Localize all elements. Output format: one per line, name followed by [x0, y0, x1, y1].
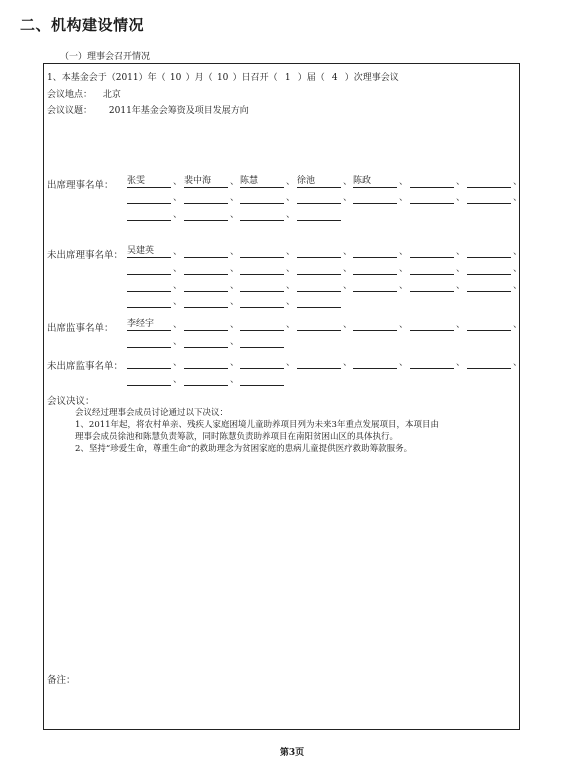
absent-director-slot — [127, 297, 171, 308]
separator-mark: 、 — [230, 193, 240, 203]
resolution-item1-line2: 理事会成员徐池和陈慧负责筹款，同时陈慧负责助养项目在南阳贫困山区的具体执行。 — [75, 432, 399, 442]
separator-mark: 、 — [513, 281, 523, 291]
present-director-slot — [297, 193, 341, 204]
term-suffix: ）届（ — [297, 73, 325, 83]
separator-mark: 、 — [230, 210, 240, 220]
day-suffix: ）日召开（ — [232, 73, 278, 83]
separator-mark: 、 — [399, 281, 409, 291]
resolution-intro: 会议经过理事会成员讨论通过以下决议： — [75, 408, 229, 418]
present-director-slot: 陈慧 — [240, 177, 284, 188]
meeting-topic: 2011年基金会筹资及项目发展方向 — [108, 106, 249, 116]
separator-mark: 、 — [513, 193, 523, 203]
page-number: 第3页 — [279, 748, 305, 758]
present-directors-label: 出席理事名单： — [47, 180, 114, 191]
absent-supervisor-slot — [127, 358, 171, 369]
present-director-slot — [184, 210, 228, 221]
separator-mark: 、 — [343, 177, 353, 187]
separator-mark: 、 — [399, 264, 409, 274]
separator-mark: 、 — [230, 264, 240, 274]
separator-mark: 、 — [343, 320, 353, 330]
resolution-item1-line1: 1、2011年起，将农村单亲、残疾人家庭困境儿童助养项目列为未来3年重点发展项目，本项目由 — [75, 420, 439, 430]
separator-mark: 、 — [286, 264, 296, 274]
separator-mark: 、 — [456, 193, 466, 203]
resolution-item2: 2、坚持“珍爱生命，尊重生命”的救助理念为贫困家庭的患病儿童提供医疗救助筹款服务。 — [75, 444, 413, 454]
separator-mark: 、 — [399, 247, 409, 257]
absent-director-slot — [127, 264, 171, 275]
separator-mark: 、 — [230, 297, 240, 307]
present-director-slot — [410, 193, 454, 204]
absent-director-slot — [410, 247, 454, 258]
meeting-term: 1 — [284, 73, 291, 83]
absent-supervisor-slot — [410, 358, 454, 369]
absent-supervisor-slot — [184, 358, 228, 369]
separator-mark: 、 — [230, 281, 240, 291]
present-supervisor-slot — [467, 320, 511, 331]
separator-mark: 、 — [286, 281, 296, 291]
meeting-session: 4 — [331, 73, 338, 83]
present-director-slot — [127, 210, 171, 221]
present-director-slot: 裴中海 — [184, 177, 228, 188]
absent-director-slot — [410, 264, 454, 275]
absent-director-slot — [240, 281, 284, 292]
separator-mark: 、 — [173, 177, 183, 187]
subsection-title: （一）理事会召开情况 — [60, 52, 151, 62]
separator-mark: 、 — [343, 264, 353, 274]
absent-director-slot — [297, 247, 341, 258]
meeting-year: 2011 — [115, 73, 139, 83]
month-suffix: ）月（ — [185, 73, 213, 83]
present-supervisor-slot — [240, 320, 284, 331]
absent-director-slot — [353, 264, 397, 275]
present-director-slot: 陈政 — [353, 177, 397, 188]
separator-mark: 、 — [286, 358, 296, 368]
present-supervisor-slot — [184, 320, 228, 331]
separator-mark: 、 — [513, 358, 523, 368]
separator-mark: 、 — [173, 264, 183, 274]
absent-director-slot — [467, 264, 511, 275]
present-director-slot — [353, 193, 397, 204]
separator-mark: 、 — [173, 337, 183, 347]
separator-mark: 、 — [399, 193, 409, 203]
absent-supervisor-slot — [240, 375, 284, 386]
separator-mark: 、 — [399, 177, 409, 187]
present-supervisor-slot — [410, 320, 454, 331]
separator-mark: 、 — [173, 297, 183, 307]
absent-director-slot — [467, 247, 511, 258]
present-director-slot — [240, 193, 284, 204]
year-suffix: ）年（ — [138, 73, 166, 83]
absent-director-slot — [297, 297, 341, 308]
absent-director-slot — [410, 281, 454, 292]
separator-mark: 、 — [456, 320, 466, 330]
topic-label: 会议议题： — [47, 106, 93, 116]
absent-supervisor-slot — [184, 375, 228, 386]
separator-mark: 、 — [230, 320, 240, 330]
absent-director-slot — [297, 264, 341, 275]
separator-mark: 、 — [513, 264, 523, 274]
absent-director-slot — [353, 247, 397, 258]
separator-mark: 、 — [230, 247, 240, 257]
separator-mark: 、 — [456, 264, 466, 274]
section-title: 二、机构建设情况 — [20, 16, 145, 34]
resolution-label: 会议决议： — [47, 396, 95, 407]
absent-director-slot — [184, 297, 228, 308]
remarks-label: 备注： — [47, 675, 76, 686]
absent-supervisor-slot — [297, 358, 341, 369]
location-label: 会议地点： — [47, 90, 93, 100]
separator-mark: 、 — [230, 337, 240, 347]
absent-supervisors-label: 未出席监事名单： — [47, 361, 124, 372]
separator-mark: 、 — [286, 297, 296, 307]
absent-director-slot — [353, 281, 397, 292]
present-director-slot: 徐池 — [297, 177, 341, 188]
separator-mark: 、 — [173, 375, 183, 385]
separator-mark: 、 — [173, 281, 183, 291]
separator-mark: 、 — [230, 358, 240, 368]
separator-mark: 、 — [343, 358, 353, 368]
line1-prefix: 1、本基金会于（ — [47, 73, 116, 83]
present-director-slot — [240, 210, 284, 221]
present-supervisor-slot — [240, 337, 284, 348]
separator-mark: 、 — [343, 193, 353, 203]
absent-directors-label: 未出席理事名单： — [47, 250, 124, 261]
absent-director-slot — [184, 247, 228, 258]
separator-mark: 、 — [399, 358, 409, 368]
present-director-slot — [410, 177, 454, 188]
separator-mark: 、 — [286, 193, 296, 203]
absent-director-slot — [240, 264, 284, 275]
absent-director-slot — [240, 247, 284, 258]
separator-mark: 、 — [456, 177, 466, 187]
absent-director-slot: 吴建英 — [127, 247, 171, 258]
absent-supervisor-slot — [240, 358, 284, 369]
absent-director-slot — [297, 281, 341, 292]
present-director-slot — [184, 193, 228, 204]
absent-director-slot — [184, 264, 228, 275]
meeting-location: 北京 — [102, 90, 121, 100]
meeting-month: 10 — [169, 73, 182, 83]
separator-mark: 、 — [286, 247, 296, 257]
separator-mark: 、 — [343, 281, 353, 291]
separator-mark: 、 — [513, 320, 523, 330]
present-director-slot — [127, 193, 171, 204]
present-supervisor-slot — [353, 320, 397, 331]
meeting-day: 10 — [216, 73, 229, 83]
separator-mark: 、 — [286, 210, 296, 220]
separator-mark: 、 — [230, 177, 240, 187]
separator-mark: 、 — [399, 320, 409, 330]
present-supervisor-slot — [127, 337, 171, 348]
present-supervisors-label: 出席监事名单： — [47, 323, 114, 334]
absent-supervisor-slot — [467, 358, 511, 369]
separator-mark: 、 — [456, 247, 466, 257]
absent-director-slot — [127, 281, 171, 292]
present-director-slot — [297, 210, 341, 221]
present-director-slot — [467, 193, 511, 204]
separator-mark: 、 — [173, 320, 183, 330]
session-suffix: ）次理事会议 — [344, 73, 399, 83]
separator-mark: 、 — [173, 247, 183, 257]
separator-mark: 、 — [343, 247, 353, 257]
absent-director-slot — [240, 297, 284, 308]
separator-mark: 、 — [513, 177, 523, 187]
separator-mark: 、 — [230, 375, 240, 385]
present-supervisor-slot — [184, 337, 228, 348]
absent-director-slot — [467, 281, 511, 292]
separator-mark: 、 — [456, 281, 466, 291]
separator-mark: 、 — [456, 358, 466, 368]
present-director-slot — [467, 177, 511, 188]
separator-mark: 、 — [286, 177, 296, 187]
separator-mark: 、 — [173, 210, 183, 220]
separator-mark: 、 — [513, 247, 523, 257]
absent-supervisor-slot — [353, 358, 397, 369]
separator-mark: 、 — [173, 358, 183, 368]
separator-mark: 、 — [173, 193, 183, 203]
absent-director-slot — [184, 281, 228, 292]
absent-supervisor-slot — [127, 375, 171, 386]
present-director-slot: 张雯 — [127, 177, 171, 188]
present-supervisor-slot: 李经宇 — [127, 320, 171, 331]
separator-mark: 、 — [286, 320, 296, 330]
present-supervisor-slot — [297, 320, 341, 331]
